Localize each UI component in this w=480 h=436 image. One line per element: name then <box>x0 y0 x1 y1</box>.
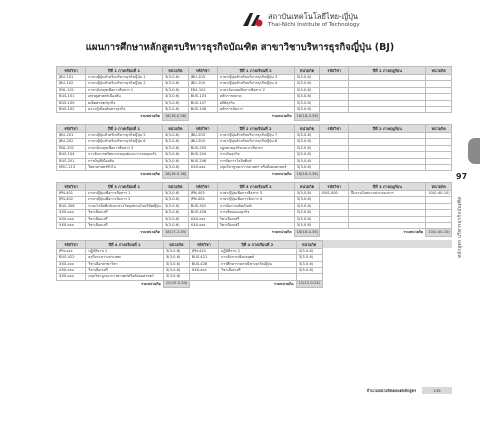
year1-table <box>56 66 452 121</box>
course-credit: 3(3-0-6) <box>162 81 188 87</box>
course-credit: 3(3-0-6) <box>294 197 320 203</box>
semester-total-row <box>57 229 452 237</box>
course-code: BUS-306 <box>57 203 86 209</box>
course-name: เศรษฐศาสตร์เบื้องต้น <box>86 94 163 100</box>
semester-total-row <box>57 113 452 121</box>
course-name: ฝึกงานในสถานประกอบการ <box>349 190 426 196</box>
course-name: การจัดการทรัพยากรมนุษย์และการลงทุนครั้ง <box>86 152 163 158</box>
course-name: วิชาเลือกเสรี <box>217 216 294 222</box>
semester-total-value: 18(18-0-36) <box>294 171 320 179</box>
course-credit: 3(3-0-6) <box>162 132 188 138</box>
course-code: BUS-102 <box>57 107 86 113</box>
course-credit: 3(3-0-6) <box>162 158 188 164</box>
course-code: ENL-102 <box>188 87 217 93</box>
course-name: ภาษาญี่ปุ่นเพื่อการสื่อสาร 1 <box>86 190 163 196</box>
course-code: XXX-xxx <box>57 274 86 280</box>
course-credit: 3(3-0-6) <box>162 210 188 216</box>
semester-total-value: 12(12-0-24) <box>296 280 322 288</box>
course-credit: 3(3-0-6) <box>294 87 320 93</box>
column-header-semester: ปีที่ 1 ภาคเรียนที่ 2 <box>217 67 294 75</box>
institute-name-english: Thai-Nichi Institute of Technology <box>268 22 360 28</box>
course-name: ภาษาญี่ปุ่นสำหรับบริหารธุรกิจญี่ปุ่น 7 <box>217 132 294 138</box>
course-credit: 3(3-0-6) <box>294 145 320 151</box>
course-code: JPN-404 <box>188 197 217 203</box>
course-credit: 3(3-0-6) <box>294 216 320 222</box>
institute-logo-icon <box>240 10 264 30</box>
course-credit: 3(3-0-6) <box>162 75 188 81</box>
empty-cell <box>427 240 452 248</box>
column-header-semester: ปีที่ 2 ภาคเรียนที่ 1 <box>86 124 163 132</box>
course-name: ภาษาญี่ปุ่นสำหรับบริหารธุรกิจญี่ปุ่น 8 <box>217 139 294 145</box>
course-code: XXX-xxx <box>57 222 86 228</box>
column-header-semester: ปีที่ 3 ภาคฤดูร้อน <box>349 182 426 190</box>
column-header-code: รหัสวิชา <box>188 182 217 190</box>
course-credit: 3(3-0-6) <box>294 75 320 81</box>
semester-total-label: รวมหน่วยกิต <box>403 230 424 235</box>
semester-total-value: 18(18-0-36) <box>162 171 188 179</box>
course-credit: 3(3-0-6) <box>294 132 320 138</box>
course-code: ENL-201 <box>57 145 86 151</box>
institute-name-thai: สถาบันเทคโนโลยีไทย-ญี่ปุ่น <box>268 12 359 21</box>
course-code: JBU-202 <box>57 139 86 145</box>
semester-total-value: 18(18-0-36) <box>294 113 320 121</box>
semester-total-row <box>57 171 452 179</box>
course-name: ภาษาอังกฤษเพื่อการสื่อสาร 1 <box>86 87 163 93</box>
institute-header <box>240 8 472 34</box>
total-credits-label: จำนวนหน่วยกิตตลอดหลักสูตร <box>366 388 416 393</box>
course-code: JBU-103 <box>188 75 217 81</box>
column-header-semester: ปีที่ 4 ภาคเรียนที่ 2 <box>219 240 297 248</box>
course-code: XXX-xxx <box>57 210 86 216</box>
course-name: วิทยาศาสตร์ทั่วไป <box>86 164 163 170</box>
course-name: ภาษาญี่ปุ่นสำหรับบริหารธุรกิจญี่ปุ่น 3 <box>217 75 294 81</box>
course-credit: 3(3-0-6) <box>162 164 188 170</box>
course-credit: 3(3-0-6) <box>163 255 189 261</box>
course-code: MSC-113 <box>57 164 86 170</box>
course-code: BUS-107 <box>188 100 217 106</box>
course-credit: 3(3-0-6) <box>162 152 188 158</box>
course-name: ภาษาญี่ปุ่นสำหรับบริหารธุรกิจญี่ปุ่น 6 <box>86 139 163 145</box>
course-code: JBU-203 <box>188 132 217 138</box>
course-code: BUS-426 <box>188 210 217 216</box>
column-header-code: รหัสวิชา <box>57 182 86 190</box>
column-header-credit: หน่วยกิต <box>162 124 188 132</box>
course-name: ภาษาญี่ปุ่นสำหรับบริหารธุรกิจญี่ปุ่น 5 <box>86 132 163 138</box>
course-credit: 3(3-0-6) <box>162 145 188 151</box>
course-credit: 3(3-0-6) <box>294 94 320 100</box>
course-code: BUS-421 <box>189 255 218 261</box>
semester-total-label: รวมหน่วยกิต <box>271 172 292 177</box>
column-header-semester: ปีที่ 2 ภาคเรียนที่ 2 <box>217 124 294 132</box>
column-header-semester: ปีที่ 1 ภาคเรียนที่ 1 <box>86 67 163 75</box>
course-code: ENL-101 <box>57 87 86 93</box>
course-code: JBU-204 <box>188 139 217 145</box>
course-name: การบัญชีเบื้องต้น <box>86 158 163 164</box>
course-credit: 3(3-0-6) <box>294 100 320 106</box>
course-credit: 3(3-0-6) <box>163 274 189 280</box>
chapter-tab <box>468 138 480 164</box>
column-header-credit: หน่วยกิต <box>162 182 188 190</box>
column-header-credit: หน่วยกิต <box>426 67 452 75</box>
course-credit: 10(0-40-10) <box>426 190 452 196</box>
semester-total-label: รวมหน่วยกิต <box>273 281 294 286</box>
study-plan-tables <box>56 66 452 291</box>
column-header-code: รหัสวิชา <box>320 182 349 190</box>
course-credit: 3(3-0-6) <box>294 158 320 164</box>
course-code: XXX-xxx <box>188 222 217 228</box>
course-code: BUS-101 <box>57 94 86 100</box>
course-name: กลุ่มวิชาบูรณาการศาสตร์หรือสังคมศาสตร์ <box>86 274 164 280</box>
column-header-code: รหัสวิชา <box>320 124 349 132</box>
column-header-semester: ปีที่ 3 ภาคเรียนที่ 2 <box>217 182 294 190</box>
empty-cell <box>322 240 351 248</box>
column-header-credit: หน่วยกิต <box>426 182 452 190</box>
column-header-semester: ปีที่ 2 ภาคฤดูร้อน <box>349 124 426 132</box>
course-credit: 3(3-0-6) <box>294 152 320 158</box>
semester-total-label: รวมหน่วยกิต <box>140 230 160 235</box>
year4-table <box>56 240 452 289</box>
course-name: ระบบโลจิสติกส์และห่วงโซ่อุปทานในบริษัทญี่ปุ่น <box>86 203 163 209</box>
course-name: วิชาเลือกเสรี <box>86 216 163 222</box>
year3-table <box>56 182 452 237</box>
course-name: ภาษาญี่ปุ่นเพื่อการจัดการ 4 <box>217 197 294 203</box>
course-code: BUS-205 <box>188 145 217 151</box>
course-credit: 3(3-0-6) <box>296 248 322 254</box>
course-name: วิชาเลือกเสรี <box>86 210 163 216</box>
course-code: XXX-xxx <box>189 268 218 274</box>
table-header-row <box>57 240 453 248</box>
course-code: BUS-100 <box>57 100 86 106</box>
course-name: ภาษาญี่ปุ่นสำหรับบริหารธุรกิจญี่ปุ่น 1 <box>86 75 163 81</box>
semester-total-label: รวมหน่วยกิต <box>141 281 161 286</box>
column-header-credit: หน่วยกิต <box>426 124 452 132</box>
course-credit: 3(3-0-6) <box>162 87 188 93</box>
section-side-label: หลักสูตร บริหารธุรกิจบัณฑิต <box>457 196 463 258</box>
course-name: ภาษาญี่ปุ่นเพื่อการสื่อสาร 3 <box>217 190 294 196</box>
course-code: BUS-204 <box>188 152 217 158</box>
column-header-credit: หน่วยกิต <box>163 240 189 248</box>
semester-total-label: รวมหน่วยกิต <box>140 172 160 177</box>
course-credit: 3(3-0-6) <box>294 139 320 145</box>
course-name: ภาษาญี่ปุ่นสำหรับบริหารธุรกิจญี่ปุ่น 4 <box>217 81 294 87</box>
course-credit: 3(3-0-6) <box>294 203 320 209</box>
table-row <box>57 190 452 196</box>
semester-total-value: 18(17-2-35) <box>162 229 188 237</box>
column-header-credit: หน่วยกิต <box>296 240 322 248</box>
course-credit: 3(3-0-6) <box>163 261 189 267</box>
course-credit: 3(3-0-6) <box>162 197 188 203</box>
course-credit: 3(3-0-6) <box>294 81 320 87</box>
column-header-code: รหัสวิชา <box>57 67 86 75</box>
course-credit: 3(3-0-6) <box>162 94 188 100</box>
course-name: หลักการตลาด <box>217 94 294 100</box>
column-header-code: รหัสวิชา <box>188 124 217 132</box>
table-header-row <box>57 182 452 190</box>
course-code: BUS-400 <box>320 190 349 196</box>
course-name: วิชาเลือกเสรี <box>217 222 294 228</box>
empty-cell <box>351 240 428 248</box>
course-name: วิชาเลือกเสรี <box>219 268 297 274</box>
course-code: BUS-206 <box>188 158 217 164</box>
course-code: JPN-410 <box>189 248 218 254</box>
course-code: XXX-xxx <box>57 261 86 267</box>
course-credit: 3(3-0-6) <box>294 222 320 228</box>
course-name: กลุ่มวิชาบูรณาการศาสตร์ หรือสังคมศาสตร์ <box>217 164 294 170</box>
column-header-credit: หน่วยกิต <box>294 67 320 75</box>
semester-total-value: 10(0-40-10) <box>426 229 452 237</box>
course-code: JBU-201 <box>57 132 86 138</box>
course-name: การจัดการผลิตภัณฑ์ <box>217 203 294 209</box>
course-code: JPN-403 <box>188 190 217 196</box>
empty-cell <box>320 171 452 179</box>
course-name: การจัดการโลจิสติกส์ <box>217 158 294 164</box>
course-name: ภาษาอังกฤษเพื่อการสื่อสาร 2 <box>217 87 294 93</box>
course-credit: 3(3-0-6) <box>296 268 322 274</box>
column-header-credit: หน่วยกิต <box>294 182 320 190</box>
course-name: วิชาเลือกเสรี <box>86 268 164 274</box>
year2-table <box>56 124 452 179</box>
course-credit: 3(3-0-6) <box>296 261 322 267</box>
column-header-code: รหัสวิชา <box>188 67 217 75</box>
course-credit: 3(3-0-6) <box>163 248 189 254</box>
course-code: BUS-103 <box>188 94 217 100</box>
course-credit: 3(3-0-6) <box>162 203 188 209</box>
column-header-code: รหัสวิชา <box>57 124 86 132</box>
course-name: การจัดการเชิงกลยุทธ์ <box>219 255 297 261</box>
course-code: BUS-302 <box>188 203 217 209</box>
course-credit: 3(3-0-6) <box>162 222 188 228</box>
course-code: BUS-422 <box>57 255 86 261</box>
semester-total-label: รวมหน่วยกิต <box>140 114 160 119</box>
course-name: ปฏิบัติงาน 2 <box>219 248 297 254</box>
course-name: หลักการจัดการ <box>217 107 294 113</box>
total-credits-value: 135 <box>422 387 452 394</box>
course-name: ภาษาอังกฤษเพื่อการสื่อสาร 3 <box>86 145 163 151</box>
course-code: XXX-xxx <box>188 216 217 222</box>
course-credit: 3(3-0-6) <box>162 190 188 196</box>
course-name: กฎหมายธุรกิจและภาษีอากร <box>217 145 294 151</box>
semester-total-label: รวมหน่วยกิต <box>271 114 292 119</box>
course-credit: 3(3-0-6) <box>162 100 188 106</box>
column-header-credit: หน่วยกิต <box>162 67 188 75</box>
course-credit: 3(3-0-6) <box>162 216 188 222</box>
course-name: ธุรกิจระหว่างประเทศ <box>86 255 164 261</box>
course-code: JBU-101 <box>57 75 86 81</box>
course-name: ภาษาญี่ปุ่นสำหรับบริหารธุรกิจญี่ปุ่น 2 <box>86 81 163 87</box>
table-header-row <box>57 124 452 132</box>
course-name: วิชาเลือกสาขาวิชา <box>86 261 164 267</box>
course-credit: 3(3-0-6) <box>162 107 188 113</box>
course-name: การเงินธุรกิจ <box>217 152 294 158</box>
column-header-semester: ปีที่ 1 ภาคฤดูร้อน <box>349 67 426 75</box>
page-title: แผนการศึกษาหลักสูตรบริหารธุรกิจบัณฑิต สาขาวิชาบริหารธุรกิจญี่ปุ่น (BJ) <box>85 42 395 53</box>
column-header-semester: ปีที่ 4 ภาคเรียนที่ 1 <box>86 240 164 248</box>
course-code: XXX-xxx <box>57 268 86 274</box>
semester-total-row <box>57 280 453 288</box>
course-code: BUS-201 <box>57 158 86 164</box>
page-number: 97 <box>456 172 468 181</box>
table-header-row <box>57 67 452 75</box>
course-code: BUS-104 <box>57 152 86 158</box>
empty-cell <box>322 280 452 288</box>
course-credit: 3(3-0-6) <box>294 107 320 113</box>
course-code: JBU-102 <box>57 81 86 87</box>
course-credit: 3(3-0-6) <box>163 268 189 274</box>
column-header-code: รหัสวิชา <box>189 240 218 248</box>
course-name: วิชาเลือกเสรี <box>86 222 163 228</box>
course-code: XXX-xxx <box>57 216 86 222</box>
course-credit: 3(3-0-6) <box>162 139 188 145</box>
semester-total-label: รวมหน่วยกิต <box>271 230 292 235</box>
course-credit: 3(3-0-6) <box>294 164 320 170</box>
course-name: ปฏิบัติงาน 1 <box>86 248 164 254</box>
semester-total-value: 15(15-0-30) <box>163 280 189 288</box>
semester-total-value: 18(18-0-36) <box>162 113 188 121</box>
course-code: JBU-104 <box>188 81 217 87</box>
course-name: สถิติธุรกิจ <box>217 100 294 106</box>
course-code: BUS-428 <box>189 261 218 267</box>
column-header-semester: ปีที่ 3 ภาคเรียนที่ 1 <box>86 182 163 190</box>
course-code: JPN-401 <box>57 190 86 196</box>
course-code: XXX-xxx <box>188 164 217 170</box>
course-credit: 3(3-0-6) <box>296 255 322 261</box>
course-name: ภาษาญี่ปุ่นเพื่อการจัดการ 2 <box>86 197 163 203</box>
course-credit: 3(3-0-6) <box>294 210 320 216</box>
column-header-credit: หน่วยกิต <box>294 124 320 132</box>
course-code: JPN-xxx <box>57 248 86 254</box>
total-credits-summary <box>56 387 452 395</box>
empty-cell <box>320 113 452 121</box>
column-header-code: รหัสวิชา <box>320 67 349 75</box>
course-name: ความรู้เบื้องต้นทางธุรกิจ <box>86 107 163 113</box>
course-code: BUS-108 <box>188 107 217 113</box>
course-name: คณิตศาสตร์ธุรกิจ <box>86 100 163 106</box>
semester-total-value: 18(18-0-36) <box>294 229 320 237</box>
course-code: JPN-402 <box>57 197 86 203</box>
course-name: การเขียนแผนธุรกิจ <box>217 210 294 216</box>
course-credit: 3(3-0-6) <box>294 190 320 196</box>
column-header-code: รหัสวิชา <box>57 240 86 248</box>
course-name: การศึกษารายกรณีทางธุรกิจญี่ปุ่น <box>219 261 297 267</box>
